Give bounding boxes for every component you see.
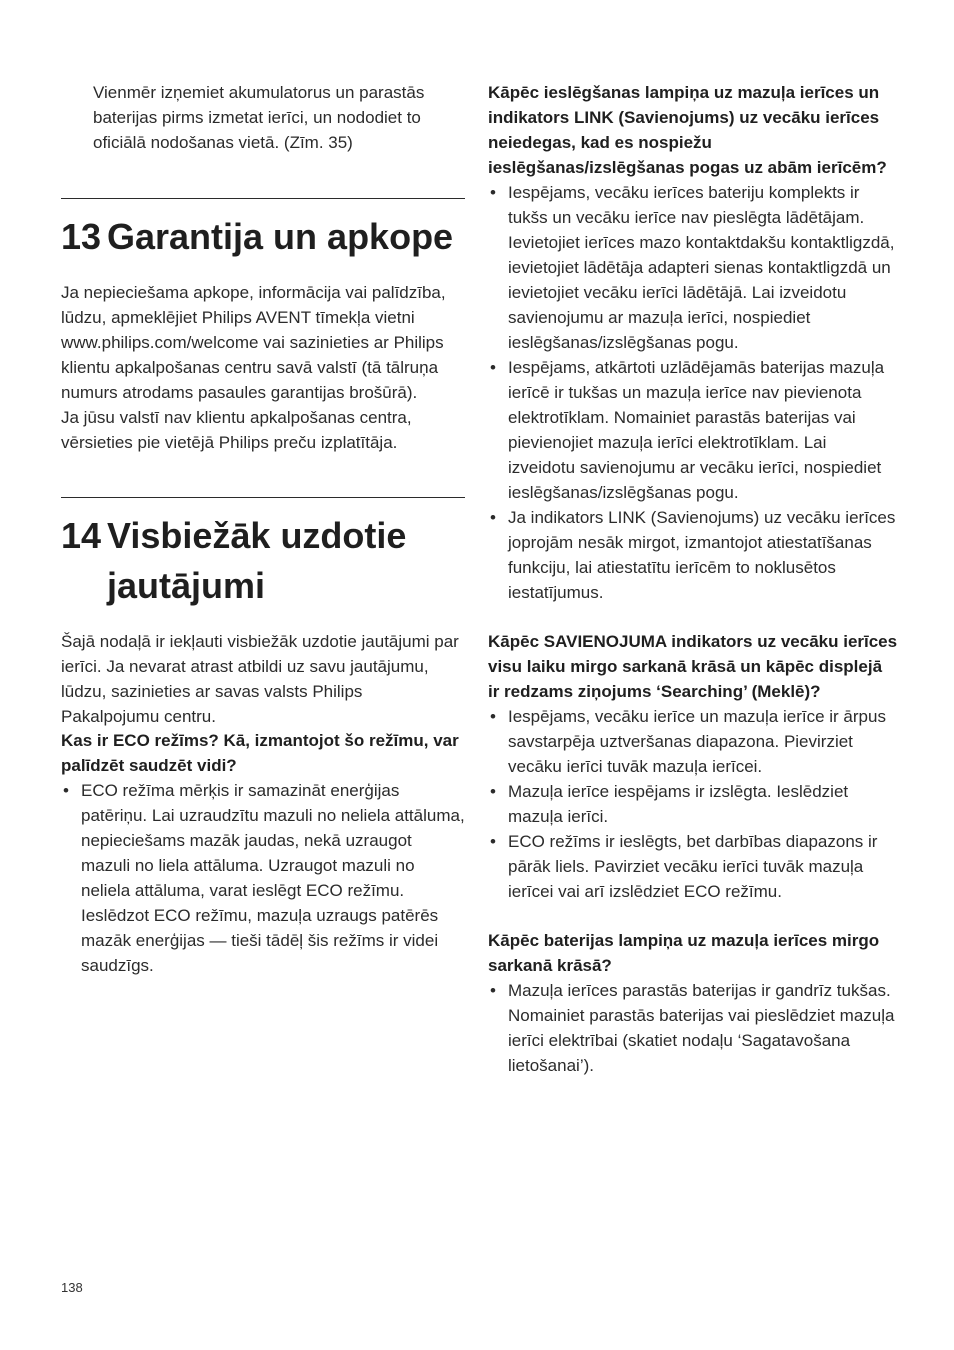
faq-power-light — [488, 80, 898, 605]
section-13-heading — [61, 212, 453, 262]
section-14-intro: Šajā nodaļā ir iekļauti visbiežāk uzdotie jautājumi par ierīci. Ja nevarat atrast atbildi uz savu jautājumu, lūdzu, sazinieties ar savas valsts Philips Pakalpojumu centru. — [61, 632, 459, 726]
faq-answer: • Iespējams, vecāku ierīces bateriju komplekts ir tukšs un vecāku ierīce nav pieslēgta lādētājam. Ievietojiet ierīces mazo kontaktdakšu kontaktligzdā, ievietojiet lādētāja adapteri sienas kontaktligzdā un ievietojiet vecāku ierīci lādētājā. Lai izveidotu savienojumu ar mazuļa ierīci, nospiediet ieslēgšanas/izslēgšanas pogu. — [488, 180, 898, 355]
section-divider-13 — [61, 198, 465, 199]
section-divider-14 — [61, 497, 465, 498]
section-14-title-line-1: Visbiežāk uzdotie — [107, 515, 407, 556]
section-14-number: 14 — [61, 515, 102, 556]
faq-answer: • ECO režīms ir ieslēgts, bet darbības diapazons ir pārāk liels. Pavirziet vecāku ierīci tuvāk mazuļa ierīcei vai arī izslēdziet ECO režīmu. — [488, 829, 898, 904]
disposal-note: Vienmēr izņemiet akumulatorus un parastās baterijas pirms izmetat ierīci, un nododiet to oficiālā nodošanas vietā. (Zīm. 35) — [93, 83, 425, 152]
faq-battery-light — [488, 928, 898, 1078]
faq-answer: • Iespējams, vecāku ierīce un mazuļa ierīce ir ārpus savstarpēja uztveršanas diapazona. Pievirziet vecāku ierīci tuvāk mazuļa ierīcei. — [488, 704, 898, 779]
section-13-body — [61, 280, 465, 455]
faq-answer-list — [488, 978, 898, 1078]
page-number: 138 — [61, 1280, 83, 1295]
section-13-para-2: Ja jūsu valstī nav klientu apkalpošanas centra, vērsieties pie vietējā Philips preču izplatītāja. — [61, 408, 412, 452]
section-14-heading — [61, 511, 406, 611]
faq-question: Kāpēc SAVIENOJUMA indikators uz vecāku ierīces visu laiku mirgo sarkanā krāsā un kāpēc displejā ir redzams ziņojums ‘Searching’ (Meklē)? — [488, 632, 898, 701]
faq-answer: • Mazuļa ierīces parastās baterijas ir gandrīz tukšas. Nomainiet parastās baterijas vai pieslēdziet mazuļa ierīci elektrībai (skatiet nodaļu ‘Sagatavošana lietošanai’). — [488, 978, 898, 1078]
faq-answer-list — [61, 778, 465, 978]
section-13-number: 13 — [61, 216, 102, 257]
faq-answer: • Ja indikators LINK (Savienojums) uz vecāku ierīces joprojām nesāk mirgot, izmantojot atiestatīšanas funkciju, lai atiestatītu ierīcēm to noklusētos iestatījumus. — [488, 505, 898, 605]
section-14-title-line-2: jautājumi — [107, 565, 266, 606]
section-13-para-1: Ja nepieciešama apkope, informācija vai palīdzība, lūdzu, apmeklējiet Philips AVENT tīmekļa vietni www.philips.com/welcome vai sazinieties ar Philips klientu apkalpošanas centru savā valstī (tā tālruņa numurs atrodams pasaules garantijas brošūrā). — [61, 283, 446, 402]
section-13-title: Garantija un apkope — [107, 216, 454, 257]
faq-answer: • Mazuļa ierīce iespējams ir izslēgta. Ieslēdziet mazuļa ierīci. — [488, 779, 898, 829]
faq-answer-list — [488, 180, 898, 605]
faq-question: Kāpēc ieslēgšanas lampiņa uz mazuļa ierīces un indikators LINK (Savienojums) uz vecāku ierīces neiedegas, kad es nospiežu ieslēgšanas/izslēgšanas pogas uz abām ierīcēm? — [488, 83, 887, 177]
faq-answer: • ECO režīma mērķis ir samazināt enerģijas patēriņu. Lai uzraudzītu mazuli no neliela attāluma, nepieciešams mazāk jaudas, nekā uzraugot mazuli no liela attāluma. Uzraugot mazuli no neliela attāluma, varat ieslēgt ECO režīmu. Ieslēdzot ECO režīmu, mazuļa uzraugs patērēs mazāk enerģijas — tieši tādēļ šis režīms ir videi saudzīgs. — [61, 778, 465, 978]
faq-answer-list — [488, 704, 898, 904]
faq-eco-mode — [61, 728, 465, 978]
faq-link-searching — [488, 629, 898, 904]
faq-question: Kas ir ECO režīms? Kā, izmantojot šo režīmu, var palīdzēt saudzēt vidi? — [61, 731, 459, 775]
faq-question: Kāpēc baterijas lampiņa uz mazuļa ierīces mirgo sarkanā krāsā? — [488, 931, 880, 975]
faq-answer: • Iespējams, atkārtoti uzlādējamās baterijas mazuļa ierīcē ir tukšas un mazuļa ierīce nav pievienota elektrotīklam. Nomainiet parastās baterijas vai pievienojiet mazuļa ierīci elektrotīklam. Lai izveidotu savienojumu ar vecāku ierīci, nospiediet ieslēgšanas/izslēgšanas pogu. — [488, 355, 898, 505]
